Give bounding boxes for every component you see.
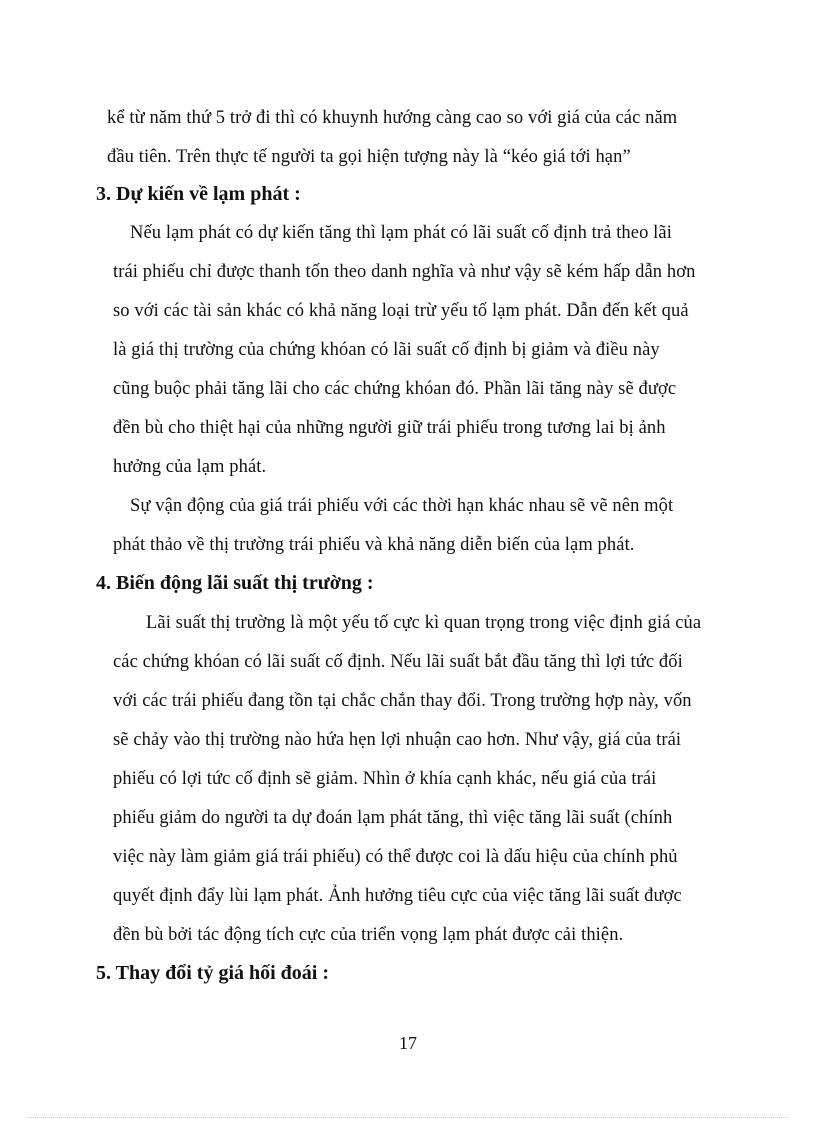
page-number: 17 [399,1033,417,1053]
intro-line-2: đầu tiên. Trên thực tế người ta gọi hiện tượng này là “kéo giá tới hạn” [107,147,631,167]
section-3-heading: 3. Dự kiến về lạm phát : [96,183,301,205]
section-4-para1-line-5: phiếu có lợi tức cố định sẽ giảm. Nhìn ở khía cạnh khác, nếu giá của trái [113,769,657,789]
section-3-para2-line-2: phát thảo về thị trường trái phiếu và khả năng diễn biến của lạm phát. [113,535,635,555]
bottom-divider [28,1117,788,1118]
section-3-para2-line-1: Sự vận động của giá trái phiếu với các thời hạn khác nhau sẽ vẽ nên một [130,496,674,516]
section-3-para1-line-1: Nếu lạm phát có dự kiến tăng thì lạm phát có lãi suất cố định trả theo lãi [130,223,672,243]
section-4-para1-line-4: sẽ chảy vào thị trường nào hứa hẹn lợi nhuận cao hơn. Như vậy, giá của trái [113,730,682,750]
section-4-para1-line-7: việc này làm giảm giá trái phiếu) có thể được coi là dấu hiệu của chính phủ [113,847,678,867]
section-3-para1-line-7: hưởng của lạm phát. [113,457,267,477]
section-4-para1-line-2: các chứng khóan có lãi suất cố định. Nếu lãi suất bắt đầu tăng thì lợi tức đối [113,652,683,672]
section-3-para1-line-3: so với các tài sản khác có khả năng loại trừ yếu tố lạm phát. Dẫn đến kết quả [113,301,689,321]
section-4-para1-line-6: phiếu giảm do người ta dự đoán lạm phát tăng, thì việc tăng lãi suất (chính [113,808,673,828]
section-4-para1-line-9: đền bù bởi tác động tích cực của triển vọng lạm phát được cải thiện. [113,925,624,945]
section-4-para1-line-1: Lãi suất thị trường là một yếu tố cực kì quan trọng trong việc định giá của [146,613,702,633]
section-4-para1-line-8: quyết định đẩy lùi lạm phát. Ảnh hưởng tiêu cực của việc tăng lãi suất được [113,886,682,906]
section-4-heading: 4. Biến động lãi suất thị trường : [96,572,374,594]
section-3-para1-line-4: là giá thị trường của chứng khóan có lãi suất cố định bị giảm và điều này [113,340,660,360]
section-3-para1-line-6: đền bù cho thiệt hại của những người giữ trái phiếu trong tương lai bị ảnh [113,418,666,438]
section-3-para1-line-2: trái phiếu chỉ được thanh tốn theo danh nghĩa và như vậy sẽ kém hấp dẫn hơn [113,262,696,282]
section-5-heading: 5. Thay đổi tỷ giá hối đoái : [96,962,330,984]
intro-line-1: kể từ năm thứ 5 trở đi thì có khuynh hướng càng cao so với giá của các năm [107,108,678,128]
section-4-para1-line-3: với các trái phiếu đang tồn tại chắc chắn thay đổi. Trong trường hợp này, vốn [113,691,692,711]
section-3-para1-line-5: cũng buộc phải tăng lãi cho các chứng khóan đó. Phần lãi tăng này sẽ được [113,379,677,399]
